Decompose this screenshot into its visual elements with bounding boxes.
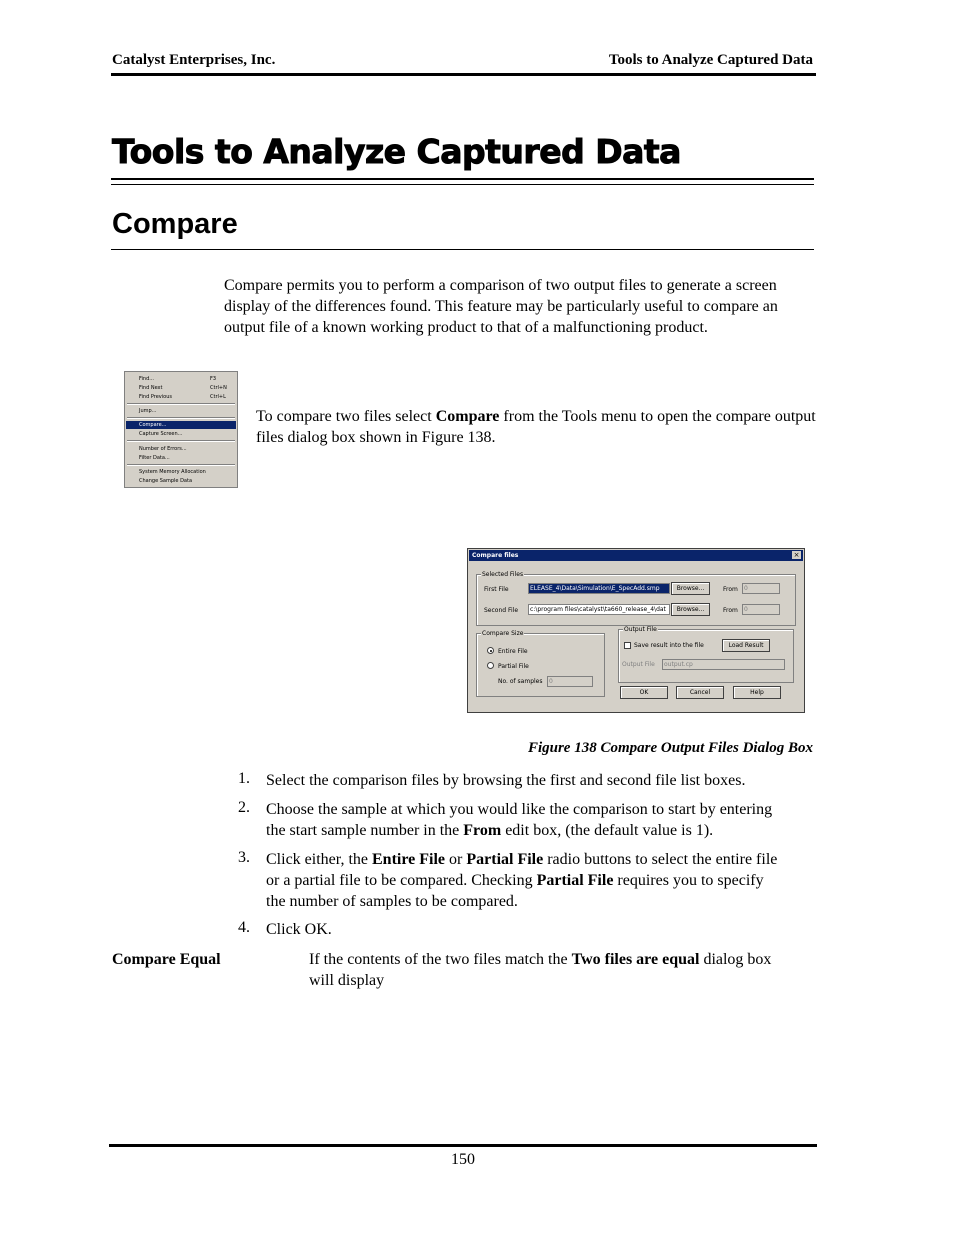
dialog-title: Compare files	[472, 552, 519, 559]
header-chapter: Tools to Analyze Captured Data	[608, 52, 813, 68]
page-title: Tools to Analyze Captured Data	[112, 132, 681, 171]
browse-button-first: Browse...	[671, 582, 710, 595]
menu-item-capture-screen: Capture Screen...	[139, 431, 183, 437]
compare-instruction: To compare two files select Compare from the Tools menu to open the compare output files dialog box shown in Figure 138.	[256, 408, 816, 446]
partial-file-radio	[487, 662, 494, 669]
output-file-label: Output File	[622, 661, 655, 668]
step-number: 4.	[238, 919, 250, 936]
step-2-text: Choose the sample at which you would like the comparison to start by entering the start sample number in the From edit box, (the default value is 1).	[266, 801, 773, 839]
title-rule-thin	[111, 184, 814, 185]
menu-item-find-next: Find Next Ctrl+N	[139, 385, 227, 391]
step-4-text: Click OK.	[266, 921, 332, 938]
menu-item-number-of-errors: Number of Errors...	[139, 446, 187, 452]
entire-file-radio	[487, 647, 494, 654]
menu-item-find-previous: Find Previous Ctrl+L	[139, 394, 226, 400]
header-rule	[111, 73, 816, 76]
menu-item-system-memory: System Memory Allocation	[139, 469, 206, 475]
output-file-field: output.cp	[662, 659, 785, 670]
close-icon: ×	[793, 551, 800, 559]
output-file-group: Output File	[618, 629, 794, 683]
step-1-text: Select the comparison files by browsing the first and second file list boxes.	[266, 772, 746, 789]
partial-file-label: Partial File	[498, 663, 529, 670]
menu-item-compare: Compare...	[126, 421, 236, 429]
step-number: 3.	[238, 849, 250, 866]
browse-button-second: Browse...	[671, 603, 710, 616]
second-file-field: c:\program files\catalyst\ta660_release_4\dat	[528, 604, 670, 615]
footer-rule	[109, 1144, 817, 1147]
compare-files-dialog	[467, 548, 805, 713]
selected-files-group: Selected Files	[476, 574, 796, 626]
tools-menu-screenshot	[124, 371, 238, 488]
menu-separator	[127, 464, 235, 466]
from-field-second: 0	[742, 604, 780, 615]
menu-item-change-sample-data: Change Sample Data	[139, 478, 193, 484]
figure-caption: Figure 138 Compare Output Files Dialog Box	[527, 740, 813, 756]
first-file-field: ELEASE_4\Data\Simulation\E_SpecAdd.smp	[528, 583, 670, 594]
cancel-button: Cancel	[676, 686, 724, 699]
save-result-label: Save result into the file	[634, 642, 704, 649]
menu-item-jump: Jump...	[139, 408, 157, 414]
from-field-first: 0	[742, 583, 780, 594]
help-button: Help	[733, 686, 781, 699]
header-company: Catalyst Enterprises, Inc.	[112, 52, 276, 68]
from-label-first: From	[723, 586, 738, 593]
step-3-text: Click either, the Entire File or Partial File radio buttons to select the entire file or a partial file to be compared. Checking Partial File requires you to specify the number of samples to be compared.	[266, 851, 778, 910]
compare-size-group: Compare Size	[476, 633, 605, 697]
menu-item-filter-data: Filter Data...	[139, 455, 170, 461]
step-number: 1.	[238, 770, 250, 787]
intro-paragraph: Compare permits you to perform a comparison of two output files to generate a screen display of the differences found. This feature may be particularly useful to compare an output file of a known working product to that of a malfunctioning product.	[224, 277, 778, 336]
from-label-second: From	[723, 607, 738, 614]
save-result-checkbox	[624, 642, 631, 649]
section-heading: Compare	[112, 208, 238, 240]
no-of-samples-label: No. of samples	[498, 678, 543, 685]
first-file-label: First File	[484, 586, 509, 593]
section-rule	[111, 249, 814, 250]
entire-file-label: Entire File	[498, 648, 528, 655]
second-file-label: Second File	[484, 607, 519, 614]
load-result-button: Load Result	[722, 639, 770, 652]
ok-button: OK	[620, 686, 668, 699]
dialog-title-bar	[469, 550, 803, 561]
compare-equal-term: Compare Equal	[112, 951, 221, 968]
step-number: 2.	[238, 799, 250, 816]
menu-separator	[127, 440, 235, 442]
title-rule	[111, 178, 814, 180]
menu-item-find: Find... F3	[139, 376, 217, 382]
no-of-samples-field: 0	[547, 676, 593, 687]
menu-separator	[127, 403, 235, 405]
compare-equal-description: If the contents of the two files match the Two files are equal dialog box will display	[309, 951, 772, 989]
menu-separator	[127, 417, 235, 419]
page-number: 150	[451, 1151, 475, 1168]
